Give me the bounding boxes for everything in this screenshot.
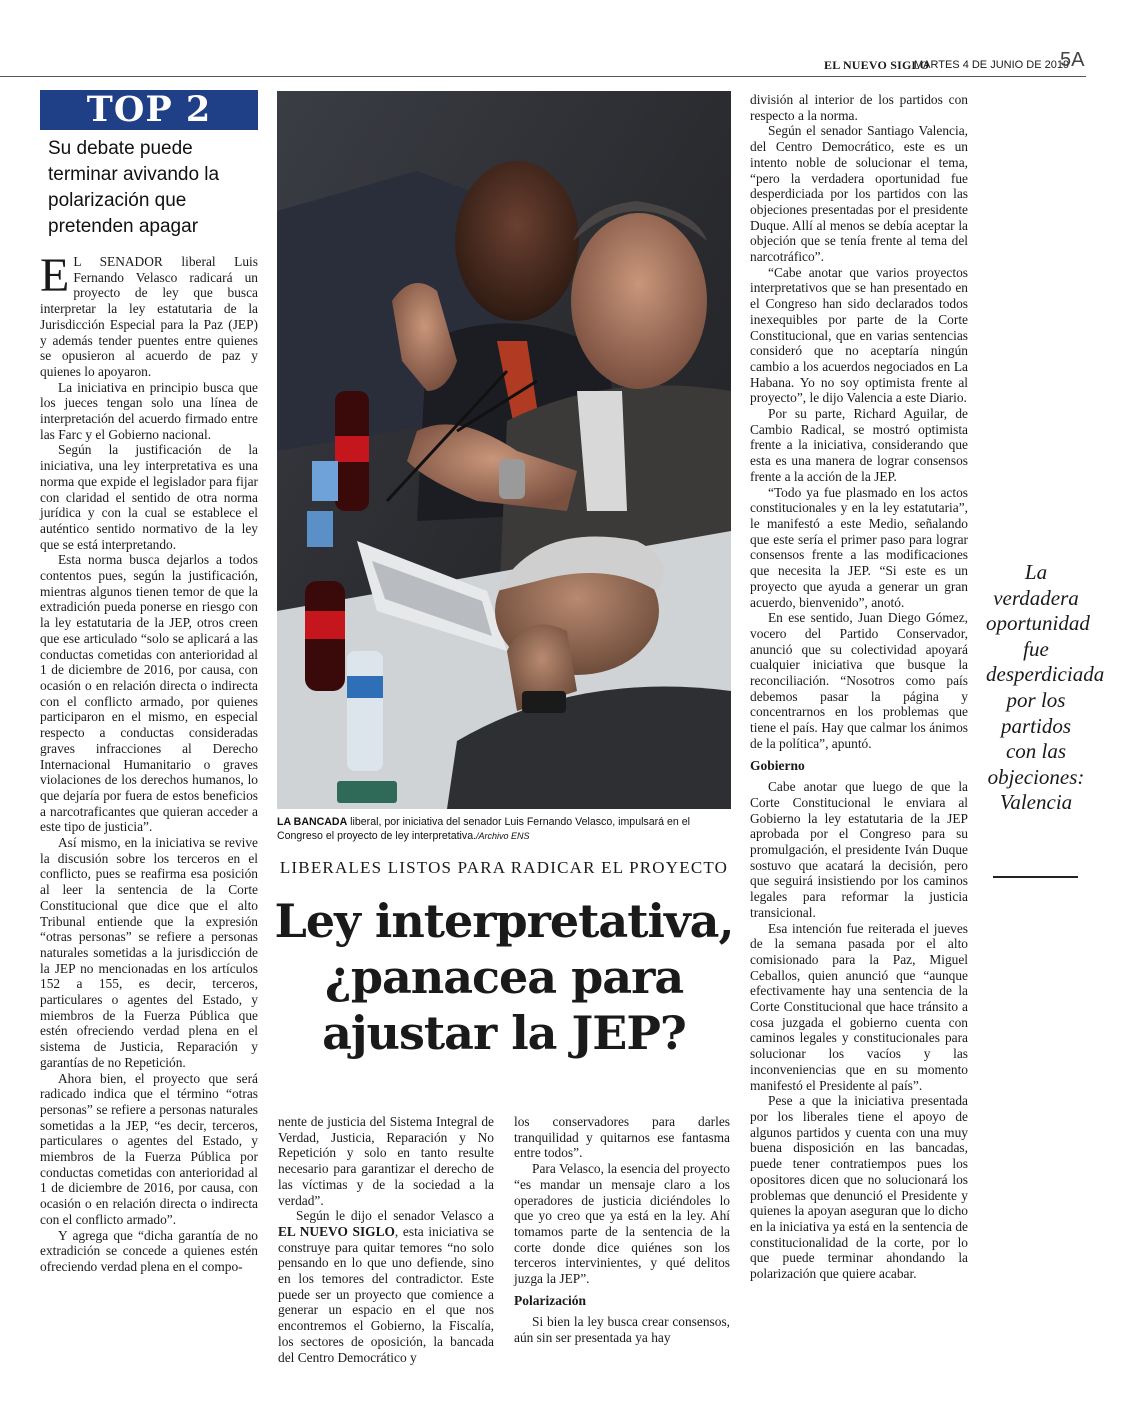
article-paragraph: Esta norma busca dejarlos a todos contentos pues, según la justificación, mientras algunos tienen temor de que la extradición pueda ponerse en riesgo con la ley estatutaria de la JEP, otros creen que ese articulado “solo se aplicará a las conductas cometidas con anterioridad al 1 de diciembre de 2016, por causa, con ocasión o en relación directa o indirecta con el conflicto armado, por quienes participaron en el mismo, en especial respecto a conductas consideradas graves infracciones al Derecho Internacional Humanitario o graves violaciones de los derechos humanos, lo que dejaría por fuera de estos beneficios a narcotraficantes que quieran acceder a este tipo de justicia”. — [40, 552, 258, 835]
article-column-2 — [278, 1114, 494, 1365]
article-paragraph: “Todo ya fue plasmado en los actos constitucionales y en la ley estatutaria”, le manifestó a este Medio, señalando que este sería el primer paso para lograr consensos frente a las modificaciones que necesita la JEP. “Si este es un proyecto que ayuda a generar un gran acuerdo, bienvenido”, anotó. — [750, 484, 968, 610]
pull-quote-divider — [993, 876, 1078, 878]
article-paragraph: E L SENADOR liberal Luis Fernando Velasco radicará un proyecto de ley que busca interpretar la ley estatutaria de la Jurisdicción Especial para la Paz (JEP) y además tender puentes entre quienes se opusieron al acuerdo de paz y quienes lo apoyaron. — [40, 249, 258, 379]
article-paragraph: Y agrega que “dicha garantía de no extradición se concede a quienes estén ofreciendo verdad plena en el compo- — [40, 1227, 258, 1274]
article-paragraph: Cabe anotar que luego de que la Corte Constitucional le enviara al Gobierno la ley estatutaria de la JEP aprobada por el Congreso para su promulgación, el presidente Iván Duque sostuvo que acatará la decisión, pero que seguirá insistiendo por los caminos legales para reformar la justicia transicional. — [750, 779, 968, 920]
article-paragraph: los conservadores para darles tranquilidad y quitarnos ese fantasma entre todos”. — [514, 1114, 730, 1161]
lead-smallcaps: L SENADOR — [73, 254, 163, 269]
article-paragraph: Según le dijo el senador Velasco a EL NUEVO SIGLO, esta iniciativa se construye para quitar temores “no solo pensando en lo que uno defiende, sino en los temores del contradictor. Este puede ser un proyecto que comience a generar un espacio en el que nos encontremos el Gobierno, la Fiscalía, los sectores de oposición, la bancada del Centro Democrático y — [278, 1208, 494, 1365]
masthead: EL NUEVO SIGLO — [824, 58, 930, 72]
photo-credit: /Archivo ENS — [476, 831, 530, 841]
article-paragraph: La iniciativa en principio busca que los jueces tengan solo una línea de interpretación del acuerdo firmado entre las Farc y el Gobierno nacional. — [40, 379, 258, 442]
article-kicker: LIBERALES LISTOS PARA RADICAR EL PROYECTO — [279, 858, 729, 877]
caption-lead: LA BANCADA — [277, 816, 348, 828]
article-paragraph: Así mismo, en la iniciativa se revive la discusión sobre los terceros en el conflicto, pues se reafirma esa posición al leer la sentencia de la Corte Constitucional que dice que el alto Tribunal entiende que la expresión “otras personas” se refiere a personas naturales sometidas a la jurisdicción de la JEP no mencionadas en los artículos 152 a 155, es decir, terceros, particulares o agentes del Estado, y miembros de la Fuerza Pública que estén ofreciendo verdad plena en el sistema de Justicia, Reparación y garantías de no Repetición. — [40, 835, 258, 1070]
subheading-polarizacion: Polarización — [514, 1292, 586, 1308]
article-paragraph: Según el senador Santiago Valencia, del Centro Democrático, este es un intento noble de solucionar el tema, “pero la verdadera oportunidad fue desperdiciada por los partidos con las objeciones presentadas por el presidente Duque. Allí al menos se debía aceptar la objeción que se tenía frente al tema del narcotráfico”. — [750, 123, 968, 265]
pull-quote: La verdadera oportunidad fue desperdiciada por los partidos con las objeciones: Valencia — [986, 560, 1105, 815]
article-paragraph: En ese sentido, Juan Diego Gómez, vocero del Partido Conservador, anunció que su colectividad apoyará cualquier iniciativa que busque la reconciliación. “Nosotros como país debemos pasar la página y concentrarnos en los problemas que tiene el país. Hay que calmar los ánimos de la política”, apuntó. — [750, 610, 968, 751]
article-paragraph: Pese a que la iniciativa presentada por los liberales tiene el apoyo de algunos partidos y cuenta con una muy buena disposición en las bancadas, puede tener contratiempos pues los opositores dicen que no solucionará los problemas que denunció el Presidente y quienes la apoyan aseguran que lo dicho en la iniciativa ya está en la sentencia de constitucionalidad de la corte, por lo que puede terminar ahondando la polarización que quiere acabar. — [750, 1093, 968, 1282]
top-subtitle: Su debate puede terminar avivando la polarización que pretenden apagar — [48, 138, 220, 237]
article-paragraph: Esa intención fue reiterada el jueves de la semana pasada por el alto comisionado para la Paz, Miguel Ceballos, quien anunció que “aunque efectivamente hay una sentencia de la Corte Constitucional que hace tránsito a cosa juzgada el gobierno cuenta con caminos legales y constitucionales para solucionar los vacíos y las inconveniencias que en su momento manifestó el Presidente al país”. — [750, 920, 968, 1093]
article-paragraph: división al interior de los partidos con respecto a la norma. — [750, 92, 968, 123]
article-column-1 — [40, 249, 258, 1275]
article-paragraph: nente de justicia del Sistema Integral de Verdad, Justicia, Reparación y No Repetición y solo en tanto resulte necesario para garantizar el derecho de las víctimas y de la sociedad a la verdad”. — [278, 1114, 494, 1208]
newspaper-name: EL NUEVO SIGLO — [278, 1223, 395, 1239]
drop-cap: E — [40, 249, 70, 302]
article-column-4 — [750, 92, 968, 1282]
photo-caption — [277, 815, 731, 843]
subheading-gobierno: Gobierno — [750, 757, 805, 773]
page-number: 5A — [1060, 49, 1085, 71]
article-paragraph: Para Velasco, la esencia del proyecto “es mandar un mensaje claro a los operadores de justicia diciéndoles lo que yo creo que ya está en la ley. Ahí tomamos parte de la sentencia de la corte donde dice quiénes son los terceros intervinientes, y qué delitos juzga la JEP”. — [514, 1161, 730, 1287]
article-column-3 — [514, 1114, 730, 1346]
article-paragraph: Si bien la ley busca crear consensos, aún sin ser presentada ya hay — [514, 1314, 730, 1346]
photo-illustration — [277, 91, 731, 809]
article-paragraph: “Cabe anotar que varios proyectos interpretativos que se han presentado en el Congreso han sido declarados todos inexequibles por parte de la Corte Constitucional, que en varias sentencias consideró que no aceptaría ningún cambio a los acuerdos negociados en La Habana. Yo no soy optimista frente al proyecto”, le dijo Valencia a este Diario. — [750, 264, 968, 406]
article-paragraph: Por su parte, Richard Aguilar, de Cambio Radical, se mostró optimista frente a la iniciativa, considerando que esta es una manera de lograr consensos frente a la acción de la JEP. — [750, 406, 968, 484]
top-ranking-badge: TOP 2 — [40, 90, 258, 130]
caption-text: liberal, por iniciativa del senador Luis Fernando Velasco, impulsará en el Congreso el proyecto de ley interpretativa. — [277, 816, 690, 842]
issue-date: MARTES 4 DE JUNIO DE 2019 — [914, 59, 1070, 71]
news-photo — [277, 91, 731, 809]
header-divider — [0, 76, 1086, 77]
article-paragraph: Según la justificación de la iniciativa, una ley interpretativa es una norma que expide el legislador para fijar con claridad el sentido de otra norma jurídica y con la cual se establece el auténtico sentido normativo de la ley que se está interpretando. — [40, 442, 258, 552]
article-paragraph: Ahora bien, el proyecto que será radicado indica que el término “otras personas” se refiere a personas naturales sometidas a la JEP, “es decir, terceros, particulares o agentes del Estado, y miembros de la Fuerza Pública por conductas cometidas con anterioridad al 1 de diciembre de 2016, por causa, con ocasión o en relación directa o indirecta con el conflicto armado”. — [40, 1070, 258, 1227]
article-headline: Ley interpretativa, ¿panacea para ajustar la JEP? — [274, 894, 734, 1060]
